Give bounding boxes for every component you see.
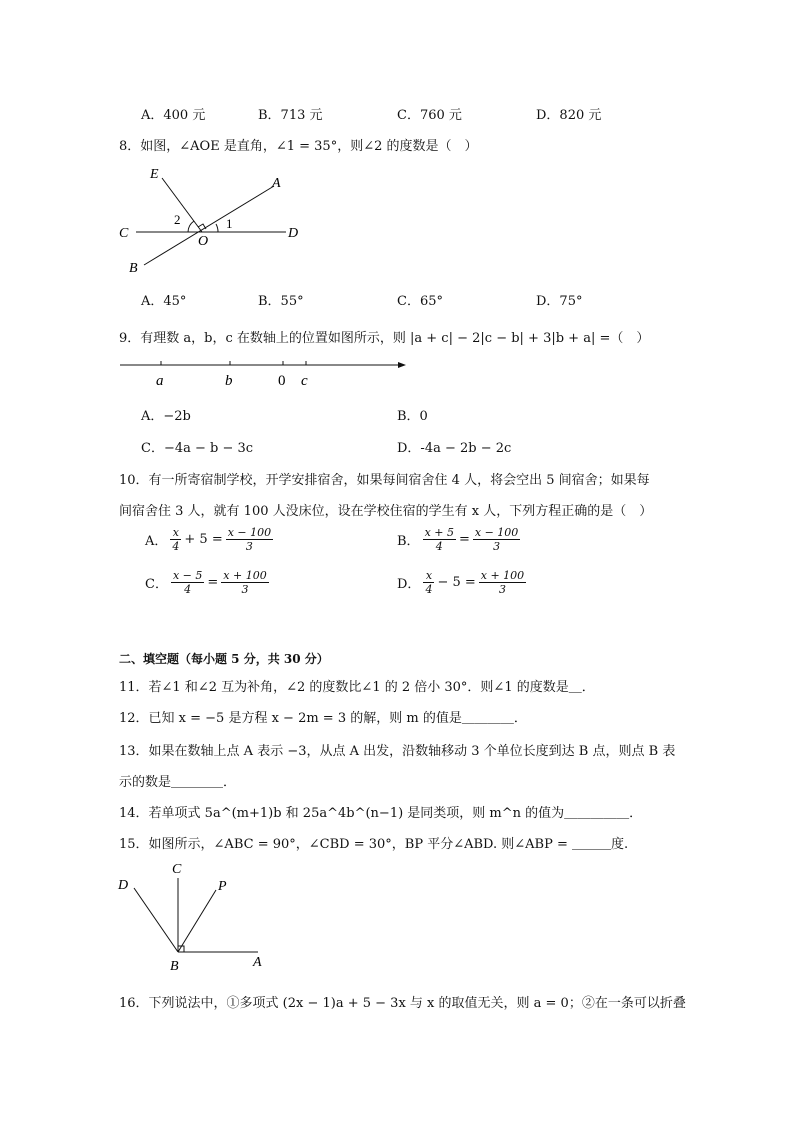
label-b: B: [129, 261, 138, 276]
fraction: $\frac{x}{4}$: [425, 569, 433, 596]
label-p: P: [218, 879, 227, 894]
axis-label-b: b: [225, 373, 233, 389]
option-label: B．: [397, 534, 420, 549]
axis-label-a: a: [156, 373, 164, 389]
fraction: $\frac{x + 100}{3}$: [223, 569, 267, 596]
q9-number-line: [118, 352, 418, 392]
q9-option-a: A．−2b: [141, 409, 191, 424]
operator: =: [458, 532, 470, 547]
axis-label-zero: 0: [278, 373, 286, 389]
ray-oe: [162, 178, 202, 232]
option-label: C．: [145, 577, 168, 592]
label-e: E: [150, 167, 159, 182]
option-label: D．: [397, 577, 421, 592]
label-d: D: [118, 878, 129, 893]
angle-2-arc: [188, 221, 194, 232]
axis-arrow: [398, 362, 406, 368]
q10-option-c: [145, 569, 269, 596]
option-label: A．: [145, 534, 168, 549]
q7-option-b: B．713 元: [258, 108, 323, 123]
fraction: $\frac{x}{4}$: [172, 526, 180, 553]
q8-option-d: D．75°: [536, 294, 583, 309]
q14-text: 14．若单项式 5a^(m+1)b 和 25a^4b^(n−1) 是同类项，则 m^n 的值为＿＿＿＿＿．: [119, 806, 643, 821]
axis-label-c: c: [301, 373, 308, 389]
label-c: C: [172, 862, 182, 877]
q10-option-d: [397, 569, 526, 596]
angle-1-arc: [216, 224, 218, 232]
fraction: $\frac{x - 5}{4}$: [172, 569, 203, 596]
q15-angle-figure: [112, 858, 282, 978]
q12-text: 12．已知 x = −5 是方程 x − 2m = 3 的解，则 m 的值是＿＿＿＿．: [119, 711, 527, 726]
label-o: O: [198, 234, 209, 249]
q13-line1: 13．如果在数轴上点 A 表示 −3，从点 A 出发，沿数轴移动 3 个单位长度到达 B 点，则点 B 表: [119, 744, 676, 759]
section-heading: 二、填空题（每小题 5 分，共 30 分）: [119, 652, 329, 666]
label-d: D: [288, 226, 299, 241]
label-1: 1: [226, 216, 233, 231]
q7-option-c: C．760 元: [397, 108, 462, 123]
q8-option-a: A．45°: [141, 294, 187, 309]
q9-option-c: C．−4a − b − 3c: [141, 441, 254, 456]
q7-option-a: A．400 元: [141, 108, 206, 123]
q10-option-b: [397, 526, 520, 553]
q8-angle-figure: [112, 160, 312, 280]
fraction: $\frac{x + 5}{4}$: [424, 526, 454, 553]
label-a: A: [253, 955, 262, 970]
q8-option-c: C．65°: [397, 294, 443, 309]
q9-stem: 9．有理数 a，b，c 在数轴上的位置如图所示，则 |a + c| − 2|c − b| + 3|b + a| =（ ）: [119, 331, 650, 346]
operator: + 5 =: [184, 532, 223, 547]
q10-option-a: [145, 526, 273, 553]
q15-text: 15．如图所示，∠ABC = 90°，∠CBD = 30°，BP 平分∠ABD. 则∠ABP = ＿＿＿度.: [119, 837, 629, 852]
ray-bd: [134, 888, 178, 952]
label-a: A: [272, 176, 281, 191]
fraction: $\frac{x + 100}{3}$: [480, 569, 525, 596]
q8-option-b: B．55°: [258, 294, 304, 309]
q7-option-d: D．820 元: [536, 108, 602, 123]
q16-text: 16．下列说法中，①多项式 (2x − 1)a + 5 − 3x 与 x 的取值无关，则 a = 0；②在一条可以折叠: [119, 996, 686, 1011]
operator: =: [207, 575, 219, 590]
label-2: 2: [174, 212, 181, 227]
q11-text: 11．若∠1 和∠2 互为补角，∠2 的度数比∠1 的 2 倍小 30°．则∠1 的度数是＿．: [119, 680, 595, 695]
q8-stem: 8．如图，∠AOE 是直角，∠1 = 35°，则∠2 的度数是（ ）: [119, 139, 478, 154]
label-c: C: [119, 226, 129, 241]
label-b: B: [170, 959, 179, 974]
q10-stem-line1: 10．有一所寄宿制学校，开学安排宿舍，如果每间宿舍住 4 人，将会空出 5 间宿舍；如果每: [119, 473, 650, 488]
fraction: $\frac{x - 100}{3}$: [227, 526, 272, 553]
q10-stem-line2: 间宿舍住 3 人，就有 100 人没床位，设在学校住宿的学生有 x 人，下列方程正确的是（ ）: [119, 504, 653, 519]
fraction: $\frac{x - 100}{3}$: [474, 526, 519, 553]
operator: − 5 =: [437, 575, 476, 590]
q13-line2: 示的数是＿＿＿＿．: [119, 775, 237, 790]
q9-option-d: D．-4a − 2b − 2c: [397, 441, 512, 456]
q9-option-b: B．0: [397, 409, 428, 424]
ray-bp: [178, 890, 216, 952]
line-ab: [144, 186, 274, 265]
